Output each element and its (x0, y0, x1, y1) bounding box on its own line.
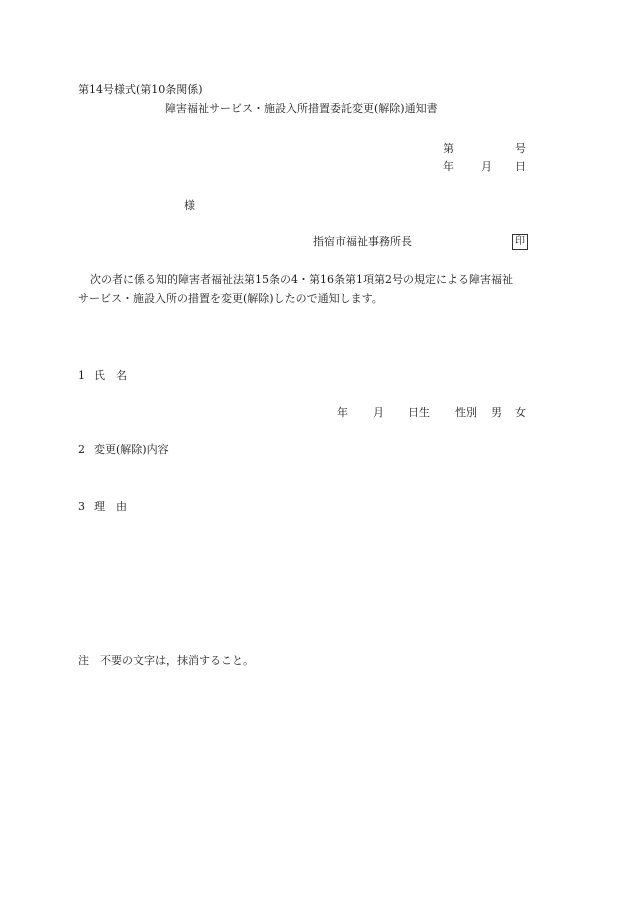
form-label: 第14号様式(第10条関係) (78, 83, 203, 96)
document-title: 障害福祉サービス・施設入所措置委託変更(解除)通知書 (165, 102, 438, 115)
gender-label: 性別 (455, 406, 477, 419)
issue-date-month: 月 (481, 160, 492, 173)
body-text-line-1: 次の者に係る知的障害者福祉法第15条の4・第16条第1項第2号の規定による障害福祉 (90, 273, 513, 286)
gender-female: 女 (515, 406, 526, 419)
gender-male: 男 (491, 406, 502, 419)
item-2-number: 2 (78, 443, 85, 456)
issuer-name: 指宿市福祉事務所長 (313, 235, 412, 248)
doc-number-go: 号 (515, 142, 526, 155)
item-3-number: 3 (78, 500, 85, 513)
item-3-label: 理 由 (94, 500, 127, 513)
issue-date-year: 年 (443, 160, 454, 173)
item-1-number: 1 (78, 369, 85, 382)
footnote: 注 不要の文字は，抹消すること。 (78, 654, 254, 667)
addressee-suffix: 様 (184, 199, 195, 212)
birth-month: 月 (373, 406, 384, 419)
doc-number-dai: 第 (443, 142, 454, 155)
seal-mark: 印 (512, 234, 528, 250)
item-1-label: 氏 名 (94, 369, 127, 382)
body-text-line-2: サービス・施設入所の措置を変更(解除)したので通知します。 (78, 292, 383, 305)
item-2-label: 変更(解除)内容 (94, 443, 169, 456)
issue-date-day: 日 (515, 160, 526, 173)
birth-year: 年 (337, 406, 348, 419)
birth-day: 日生 (408, 406, 430, 419)
